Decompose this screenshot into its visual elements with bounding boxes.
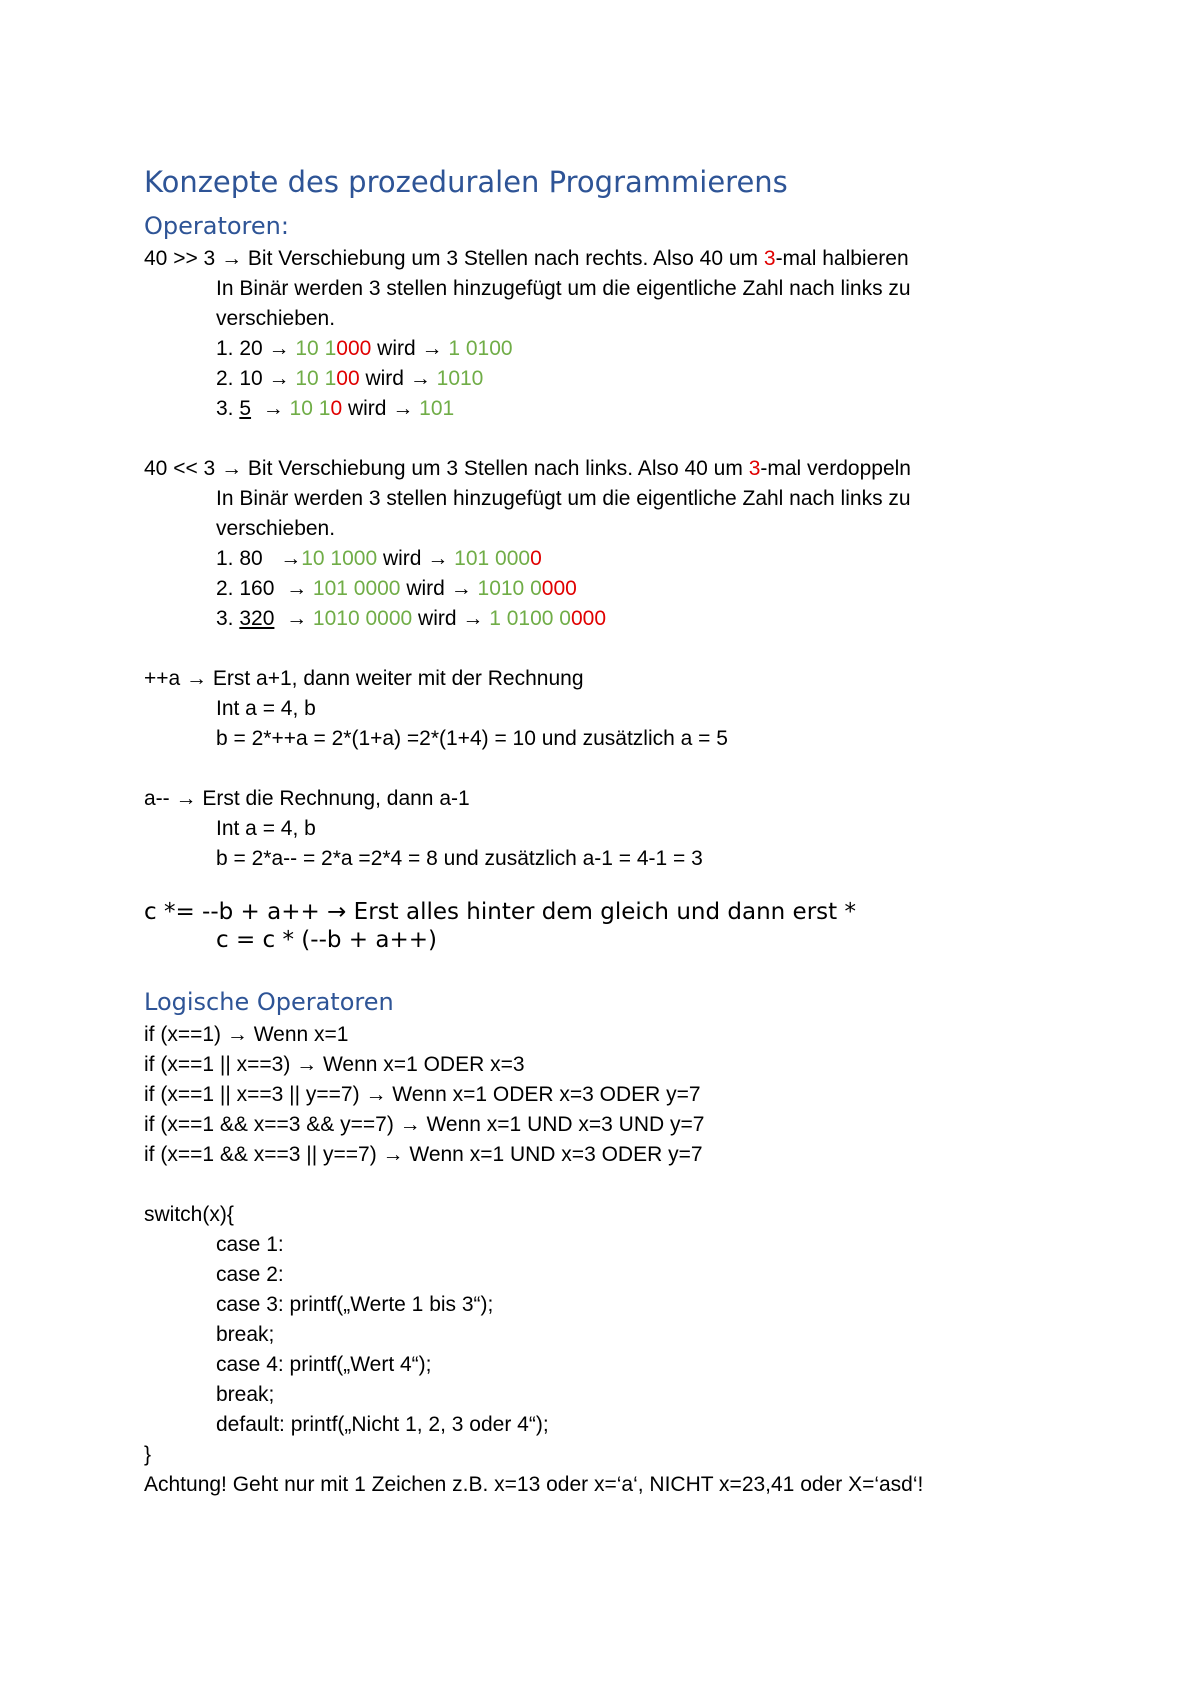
arrow-icon: → <box>409 367 431 390</box>
arrow-icon: → <box>382 1143 404 1166</box>
arrow-icon: → <box>268 337 290 360</box>
page-title: Konzepte des prozeduralen Programmierens <box>144 165 788 199</box>
compound-assignment-expansion: c = c * (--b + a++) <box>216 927 437 953</box>
heading-logical-operators: Logische Operatoren <box>144 988 394 1016</box>
arrow-icon: → <box>327 899 347 925</box>
arrow-icon: → <box>186 667 208 690</box>
right-shift-step-2: 2. 10 → 10 100 wird → 1010 <box>216 367 484 390</box>
left-shift-line: 40 << 3 → Bit Verschiebung um 3 Stellen nach links. Also 40 um 3-mal verdoppeln <box>144 457 911 480</box>
switch-body-line: break; <box>216 1323 275 1346</box>
switch-body-line: default: printf(„Nicht 1, 2, 3 oder 4“); <box>216 1413 549 1436</box>
arrow-icon: → <box>221 457 243 480</box>
switch-note: Achtung! Geht nur mit 1 Zeichen z.B. x=13 oder x=‘a‘, NICHT x=23,41 oder X=‘asd‘! <box>144 1473 924 1496</box>
arrow-icon: → <box>296 1053 318 1076</box>
switch-body-line: case 2: <box>216 1263 284 1286</box>
pre-increment-line: ++a → Erst a+1, dann weiter mit der Rechnung <box>144 667 584 690</box>
arrow-icon: → <box>226 1023 248 1046</box>
compound-assignment-line: c *= --b + a++ → Erst alles hinter dem gleich und dann erst * <box>144 899 856 925</box>
arrow-icon: → <box>399 1113 421 1136</box>
arrow-icon: → <box>365 1083 387 1106</box>
arrow-icon: → <box>262 397 284 420</box>
logic-line-1: if (x==1) → Wenn x=1 <box>144 1023 349 1046</box>
logic-line-5: if (x==1 && x==3 || y==7) → Wenn x=1 UND x=3 ODER y=7 <box>144 1143 703 1166</box>
heading-operators: Operatoren: <box>144 212 289 240</box>
switch-body-line: case 1: <box>216 1233 284 1256</box>
logic-line-2: if (x==1 || x==3) → Wenn x=1 ODER x=3 <box>144 1053 525 1076</box>
right-shift-explanation-1: In Binär werden 3 stellen hinzugefügt um die eigentliche Zahl nach links zu <box>216 277 911 300</box>
post-decrement-line: a-- → Erst die Rechnung, dann a-1 <box>144 787 470 810</box>
right-shift-step-3: 3. 5 → 10 10 wird → 101 <box>216 397 455 420</box>
pre-increment-calculation: b = 2*++a = 2*(1+a) =2*(1+4) = 10 und zusätzlich a = 5 <box>216 727 728 750</box>
switch-close: } <box>144 1443 152 1466</box>
left-shift-step-3: 3. 320 → 1010 0000 wird → 1 0100 0000 <box>216 607 607 630</box>
arrow-icon: → <box>392 397 414 420</box>
switch-body-line: break; <box>216 1383 275 1406</box>
right-shift-step-1: 1. 20 → 10 1000 wird → 1 0100 <box>216 337 513 360</box>
arrow-icon: → <box>221 247 243 270</box>
post-decrement-calculation: b = 2*a-- = 2*a =2*4 = 8 und zusätzlich a-1 = 4-1 = 3 <box>216 847 703 870</box>
left-shift-step-1: 1. 80 →10 1000 wird → 101 0000 <box>216 547 542 570</box>
left-shift-step-2: 2. 160 → 101 0000 wird → 1010 0000 <box>216 577 577 600</box>
left-shift-explanation-1: In Binär werden 3 stellen hinzugefügt um die eigentliche Zahl nach links zu <box>216 487 911 510</box>
left-shift-explanation-2: verschieben. <box>216 517 336 540</box>
right-shift-explanation-2: verschieben. <box>216 307 336 330</box>
arrow-icon: → <box>280 547 302 570</box>
arrow-icon: → <box>286 577 308 600</box>
switch-open: switch(x){ <box>144 1203 234 1226</box>
logic-line-3: if (x==1 || x==3 || y==7) → Wenn x=1 ODER x=3 ODER y=7 <box>144 1083 701 1106</box>
arrow-icon: → <box>421 337 443 360</box>
document-page <box>144 162 1064 1500</box>
arrow-icon: → <box>175 787 197 810</box>
logic-line-4: if (x==1 && x==3 && y==7) → Wenn x=1 UND x=3 UND y=7 <box>144 1113 705 1136</box>
arrow-icon: → <box>286 607 308 630</box>
arrow-icon: → <box>450 577 472 600</box>
switch-body-line: case 4: printf(„Wert 4“); <box>216 1353 432 1376</box>
right-shift-line: 40 >> 3 → Bit Verschiebung um 3 Stellen nach rechts. Also 40 um 3-mal halbieren <box>144 247 909 270</box>
post-decrement-declaration: Int a = 4, b <box>216 817 316 840</box>
arrow-icon: → <box>427 547 449 570</box>
switch-body-line: case 3: printf(„Werte 1 bis 3“); <box>216 1293 494 1316</box>
pre-increment-declaration: Int a = 4, b <box>216 697 316 720</box>
arrow-icon: → <box>462 607 484 630</box>
arrow-icon: → <box>268 367 290 390</box>
